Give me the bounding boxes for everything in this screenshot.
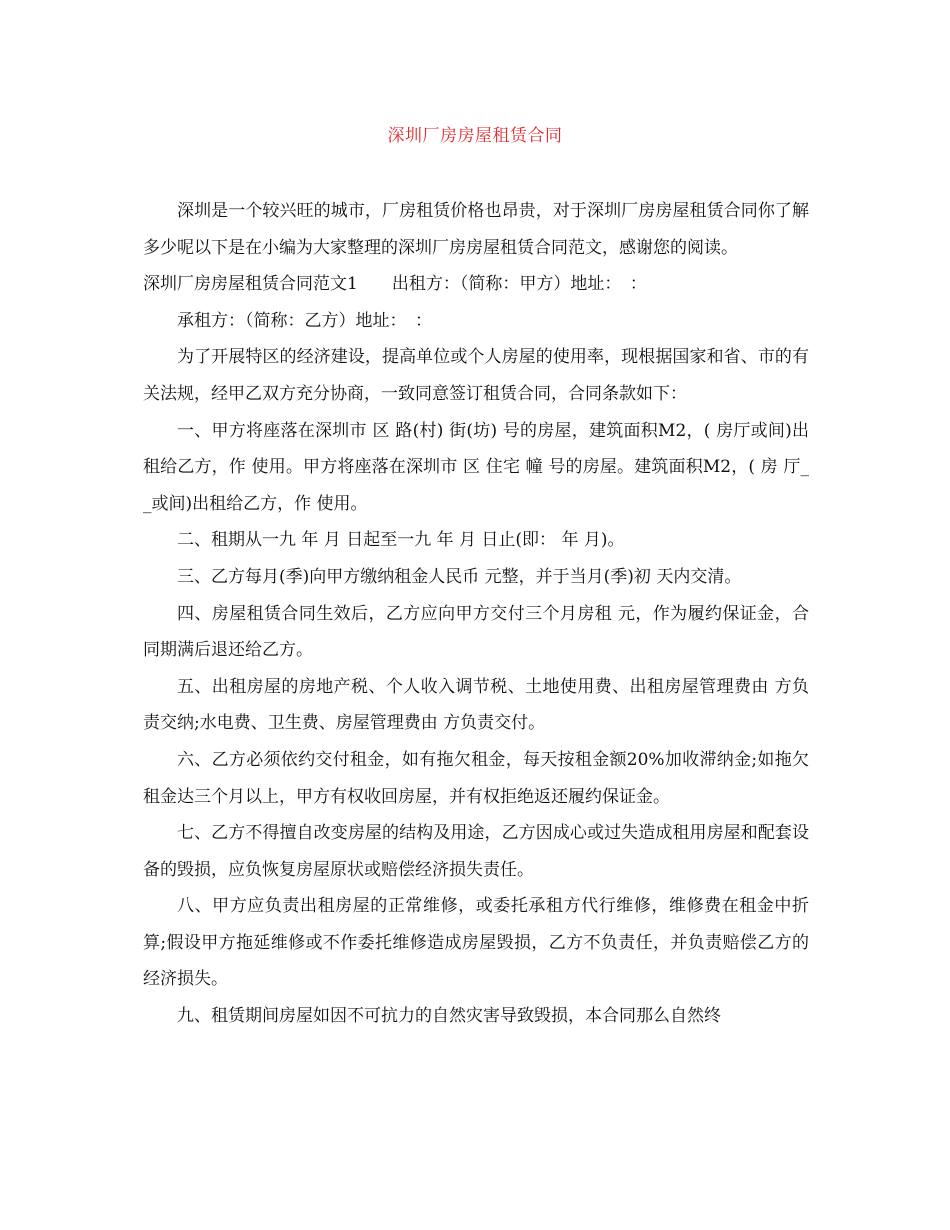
heading-line	[143, 266, 809, 303]
sample-heading: 深圳厂房房屋租赁合同范文1	[143, 274, 358, 295]
clause-9: 九、租赁期间房屋如因不可抗力的自然灾害导致毁损，本合同那么自然终	[177, 1006, 721, 1027]
clause-4: 四、房屋租赁合同生效后，乙方应向甲方交付三个月房租 元，作为履约保证金，合同期满后退还给乙方。	[143, 603, 809, 661]
document-title: 深圳厂房房屋租赁合同	[387, 126, 563, 146]
clause-3: 三、乙方每月(季)向甲方缴纳租金人民币 元整，并于当月(季)初 天内交清。	[177, 566, 742, 587]
clause-7: 七、乙方不得擅自改变房屋的结构及用途，乙方因成心或过失造成租用房屋和配套设备的毁损，应负恢复房屋原状或赔偿经济损失责任。	[143, 823, 809, 880]
preamble-paragraph: 为了开展特区的经济建设，提高单位或个人房屋的使用率，现根据国家和省、市的有关法规，经甲乙双方充分协商，一致同意签订租赁合同，合同条款如下：	[143, 347, 809, 404]
document-body	[143, 193, 809, 1035]
clause-5: 五、出租房屋的房地产税、个人收入调节税、土地使用费、出租房屋管理费由 方负责交纳;水电费、卫生费、房屋管理费由 方负责交付。	[143, 676, 809, 734]
lessee-line: 承租方：（简称：乙方）地址： ：	[177, 310, 432, 331]
clause-8: 八、甲方应负责出租房屋的正常维修，或委托承租方代行维修，维修费在租金中折算;假设甲方拖延维修或不作委托维修造成房屋毁损，乙方不负责任，并负责赔偿乙方的经济损失。	[143, 896, 809, 990]
intro-paragraph: 深圳是一个较兴旺的城市，厂房租赁价格也昂贵，对于深圳厂房房屋租赁合同你了解多少呢以下是在小编为大家整理的深圳厂房房屋租赁合同范文，感谢您的阅读。	[143, 201, 809, 258]
lessor-line: 出租方：（简称：甲方）地址： ：	[391, 274, 647, 295]
clause-1: 一、甲方将座落在深圳市 区 路(村) 街(坊) 号的房屋，建筑面积M2，( 房厅或间)出租给乙方，作 使用。甲方将座落在深圳市 区 住宅 幢 号的房屋。建筑面积M2，( 房 厅__或间)出租给乙方，作 使用。	[143, 420, 809, 514]
clause-6: 六、乙方必须依约交付租金，如有拖欠租金，每天按租金额20%加收滞纳金;如拖欠租金达三个月以上，甲方有权收回房屋，并有权拒绝返还履约保证金。	[143, 749, 809, 807]
clause-2: 二、租期从一九 年 月 日起至一九 年 月 日止(即： 年 月)。	[177, 530, 625, 551]
